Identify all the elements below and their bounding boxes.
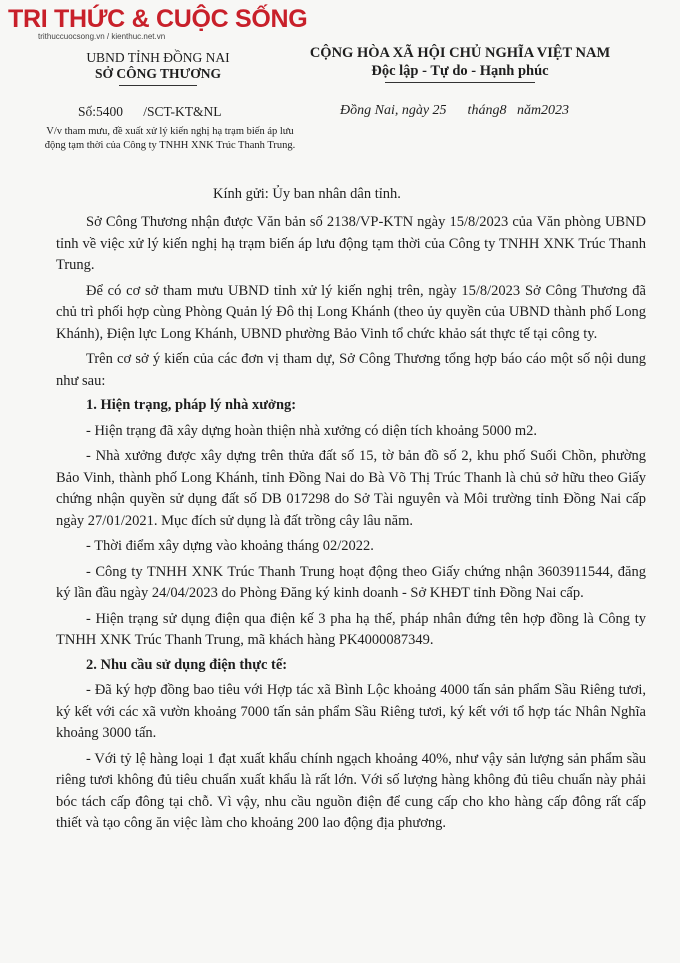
paragraph: - Hiện trạng đã xây dựng hoàn thiện nhà xưởng có diện tích khoảng 5000 m2. — [86, 422, 538, 439]
paragraph: - Đã ký hợp đồng bao tiêu với Hợp tác xã Bình Lộc khoảng 4000 tấn sản phẩm Sầu Riêng tươi, ký kết với các xã vườn khoảng 7000 tấn sản phẩm Sầu Riêng tươi, ký kết với tổ hợp tác Nhân Nghĩa khoảng 3000 tấn. — [56, 682, 646, 741]
nation-title: CỘNG HÒA XÃ HỘI CHỦ NGHĨA VIỆT NAM — [309, 45, 611, 61]
paragraph: Trên cơ sở ý kiến của các đơn vị tham dự, Sở Công Thương tổng hợp báo cáo một số nội dung như sau: — [56, 351, 646, 389]
document-subject: V/v tham mưu, đề xuất xử lý kiến nghị hạ trạm biến áp lưu động tạm thời của Công ty TNHH XNK Trúc Thanh Trung. — [44, 126, 296, 151]
document-date: Đồng Nai, ngày 25 tháng8 năm2023 — [340, 103, 570, 118]
site-url: trithuccuocsong.vn / kienthuc.net.vn — [38, 32, 166, 41]
paragraph: - Hiện trạng sử dụng điện qua điện kế 3 pha hạ thế, pháp nhân đứng tên hợp đồng là Công ty TNHH XNK Trúc Thanh Trung, mã khách hàng PK4000087349. — [56, 610, 646, 648]
national-motto: Độc lập - Tự do - Hạnh phúc — [371, 63, 549, 79]
section-heading-2: 2. Nhu cầu sử dụng điện thực tế: — [86, 656, 288, 673]
recipient-line: Kính gửi: Ủy ban nhân dân tỉnh. — [213, 186, 401, 202]
paragraph: Để có cơ sở tham mưu UBND tỉnh xử lý kiến nghị trên, ngày 15/8/2023 Sở Công Thương đã chủ trì phối hợp cùng Phòng Quản lý Đô thị Long Khánh (theo ủy quyền của UBND thành phố Long Khánh), Điện lực Long Khánh, UBND phường Bảo Vinh tổ chức khảo sát thực tế tại công ty. — [56, 282, 646, 342]
agency-name: SỞ CÔNG THƯƠNG — [94, 66, 221, 81]
paragraph: - Thời điểm xây dựng vào khoảng tháng 02/2022. — [86, 538, 374, 554]
section-heading-1: 1. Hiện trạng, pháp lý nhà xưởng: — [86, 397, 297, 413]
watermark — [8, 4, 307, 41]
agency-underline — [119, 85, 197, 86]
agency-parent: UBND TỈNH ĐỒNG NAI — [86, 50, 230, 65]
document-number: Số:5400 /SCT-KT&NL — [78, 104, 222, 119]
paragraph: Sở Công Thương nhận được Văn bản số 2138/VP-KTN ngày 15/8/2023 của Văn phòng UBND tỉnh về việc xử lý kiến nghị hạ trạm biến áp lưu động tạm thời của Công ty TNHH XNK Trúc Thanh Trung. — [56, 214, 646, 273]
document-body — [56, 212, 646, 835]
motto-underline — [385, 82, 535, 83]
paragraph: - Với tỷ lệ hàng loại 1 đạt xuất khẩu chính ngạch khoảng 40%, như vậy sản lượng sản phẩm sầu riêng tươi không đủ tiêu chuẩn xuất khẩu là rất lớn. Với số lượng hàng không đủ tiêu chuẩn này phải bóc tách cấp đông tại chỗ. Vì vậy, nhu cầu nguồn điện để cung cấp cho kho hàng cấp đông rất cấp thiết và tạo công ăn việc làm cho khoảng 200 lao động địa phương. — [56, 750, 646, 831]
site-logo: TRI THỨC & CUỘC SỐNG — [8, 5, 308, 33]
paragraph: - Nhà xưởng được xây dựng trên thửa đất số 15, tờ bản đồ số 2, khu phố Suối Chồn, phường Bảo Vinh, thành phố Long Khánh, tỉnh Đồng Nai do Bà Võ Thị Trúc Thanh là chủ sở hữu theo Giấy chứng nhận quyền sử dụng đất số DB 017298 do Sở Tài nguyên và Môi trường tỉnh Đồng Nai cấp ngày 27/01/2021. Mục đích sử dụng là đất trồng cây lâu năm. — [56, 448, 646, 529]
agency-header — [58, 50, 258, 86]
paragraph: - Công ty TNHH XNK Trúc Thanh Trung hoạt động theo Giấy chứng nhận 3603911544, đăng ký lần đầu ngày 24/04/2023 do Phòng Đăng ký kinh doanh - Sở KHĐT tỉnh Đồng Nai cấp. — [56, 563, 646, 601]
national-header — [290, 44, 630, 83]
